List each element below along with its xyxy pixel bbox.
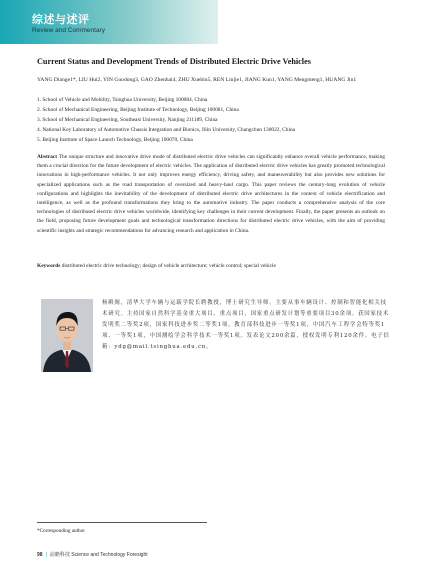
page-footer xyxy=(37,551,148,558)
journal-name-en: Science and Technology Foresight xyxy=(71,552,148,558)
abstract-text: The unique structure and innovative drive mode of distributed electric drive vehicles can significantly enhance overall vehicle performance, making them a crucial direction for the future development of electric vehicles. The application of distributed electric drive vehicles has greatly promoted technological innovations in high-performance vehicles. It not only improves energy efficiency, driving safety, and maneuverability but also provides new solutions for specialized applications such as the road transportation of oversized and heavy-haul cargo. This paper reviews the century-long evolution of vehicle configurations and highlights the inevitability of the development of distributed electric drive architectures in the context of vehicle electrification and intelligence, as well as the profound transformations they bring to the automotive industry. The paper conducts a comprehensive analysis of the core technologies of distributed electric drive vehicles worldwide, identifying key challenges in their current development. Finally, the paper presents an outlook on the field, proposing future development goals and technological transformation directions for distributed electric drive vehicles, with the aim of providing scientific insights and strategic recommendations for advancing research and application in China. xyxy=(37,154,385,234)
article-title: Current Status and Development Trends of Distributed Electric Drive Vehicles xyxy=(37,57,311,66)
affiliation-item: 3. School of Mechanical Engineering, Southeast University, Nanjing 211189, China xyxy=(37,117,218,123)
keywords-text: distributed electric drive technology; design of vehicle architecture; vehicle control; special vehicle xyxy=(61,263,276,269)
affiliation-list xyxy=(37,95,387,145)
keywords xyxy=(37,262,385,271)
section-header-banner xyxy=(0,0,218,44)
affiliation-item: 1. School of Vehicle and Mobility, Tsinghua University, Beijing 100084, China xyxy=(37,97,208,103)
footnote: *Corresponding author xyxy=(37,528,85,534)
section-title-cn: 综述与述评 xyxy=(32,13,90,26)
footer-separator: | xyxy=(45,552,47,558)
author-biography: 杨殿阁，清华大学车辆与运载学院长聘教授，博士研究生导师。主要从事车辆设计、控制和智能化相关技术研究。主持国家自然科学基金重大项目、重点项目，国家重点研发计划等重要项目30余项。获国家技术发明奖二等奖2项，国家科技进步奖二等奖1项，教育部科技进步一等奖1项，中国汽车工程学会特等奖1项、一等奖1项，中国测绘学会科学技术一等奖1项。发表论文200余篇，授权发明专利120余件。电子信箱：ydg@mail.tsinghua.edu.cn。 xyxy=(102,300,390,350)
affiliation-item: 5. Beijing Institute of Space Launch Technology, Beijing 100070, China xyxy=(37,137,193,143)
author-portrait xyxy=(41,299,93,372)
keywords-label: Keywords xyxy=(37,263,61,269)
section-title-en: Review and Commentary xyxy=(32,27,105,34)
journal-name-cn: 前瞻科技 xyxy=(49,552,70,558)
page-number: 98 xyxy=(37,552,43,558)
affiliation-item: 4. National Key Laboratory of Automotive Chassis Integration and Bionics, Jilin University, Changchun 130022, China xyxy=(37,127,296,133)
footnote-divider xyxy=(37,522,207,523)
abstract-label: Abstract xyxy=(37,154,58,160)
affiliation-item: 2. School of Mechanical Engineering, Beijing Institute of Technology, Beijing 100081, China xyxy=(37,107,239,113)
author-list: YANG Diange1*, LIU Hui2, YIN Guodong3, GAO Zhenhai4, ZHU Xuebin5, REN Linjie1, JIANG Kun1, YANG Mengmeng1, HUANG Jin1 xyxy=(37,77,357,83)
abstract xyxy=(37,153,385,236)
